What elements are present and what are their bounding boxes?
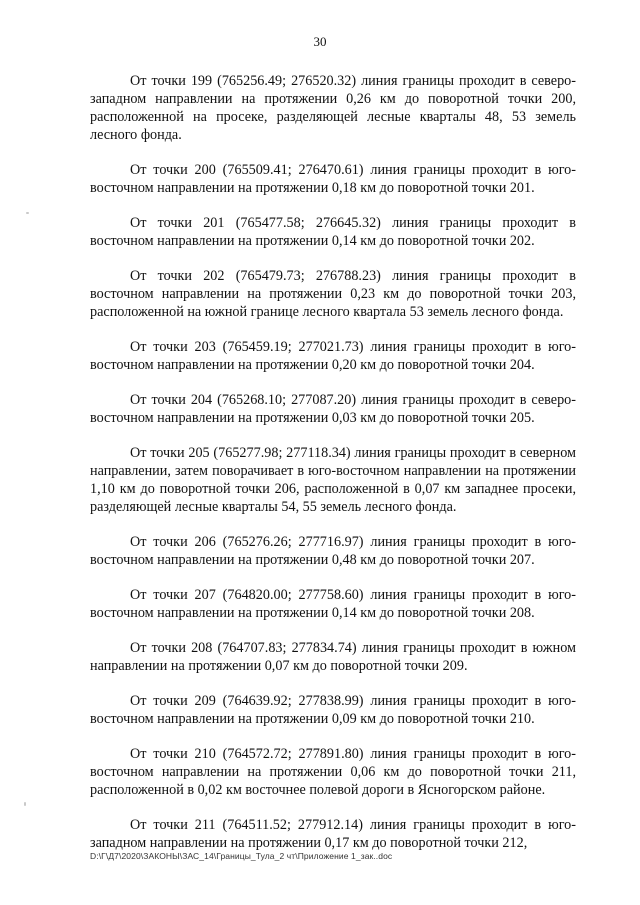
paragraph-point-207: От точки 207 (764820.00; 277758.60) линия границы проходит в юго-восточном направлении на протяжении 0,14 км до поворотной точки 208. [90,587,576,621]
paragraph-point-211: От точки 211 (764511.52; 277912.14) линия границы проходит в юго-западном направлении на протяжении 0,17 км до поворотной точки 212, [90,817,576,851]
paragraph-point-210: От точки 210 (764572.72; 277891.80) линия границы проходит в юго-восточном направлении на протяжении 0,06 км до поворотной точки 211, расположенной в 0,02 км восточнее полевой дороги в Ясногорском районе. [90,746,576,798]
paragraph-point-203: От точки 203 (765459.19; 277021.73) линия границы проходит в юго-восточном направлении на протяжении 0,20 км до поворотной точки 204. [90,339,576,373]
page-number: 30 [313,34,327,49]
paragraph-point-199: От точки 199 (765256.49; 276520.32) линия границы проходит в северо-западном направлении на протяжении 0,26 км до поворотной точки 200, расположенной на просеке, разделяющей лесные кварталы 48, 53 земель лесного фонда. [90,73,576,143]
scan-speck-bottom-left [24,802,26,806]
paragraph-point-208: От точки 208 (764707.83; 277834.74) линия границы проходит в южном направлении на протяжении 0,07 км до поворотной точки 209. [90,640,576,674]
paragraph-point-200: От точки 200 (765509.41; 276470.61) линия границы проходит в юго-восточном направлении на протяжении 0,18 км до поворотной точки 201. [90,162,576,196]
paragraph-point-205: От точки 205 (765277.98; 277118.34) линия границы проходит в северном направлении, затем поворачивает в юго-восточном направлении на протяжении 1,10 км до поворотной точки 206, расположенной в 0,07 км западнее просеки, разделяющей лесные кварталы 54, 55 земель лесного фонда. [90,445,576,515]
paragraph-point-202: От точки 202 (765479.73; 276788.23) линия границы проходит в восточном направлении на протяжении 0,23 км до поворотной точки 203, расположенной на южной границе лесного квартала 53 земель лесного фонда. [90,268,576,320]
document-body [90,72,576,869]
document-file-path: D:\Г\Д7\2020\ЗАКОНЫ\ЗАС_14\Границы_Тула_2 чт\Приложение 1_зак..doc [90,851,393,861]
paragraph-point-209: От точки 209 (764639.92; 277838.99) линия границы проходит в юго-восточном направлении на протяжении 0,09 км до поворотной точки 210. [90,693,576,727]
paragraph-point-206: От точки 206 (765276.26; 277716.97) линия границы проходит в юго-восточном направлении на протяжении 0,48 км до поворотной точки 207. [90,534,576,568]
paragraph-point-201: От точки 201 (765477.58; 276645.32) линия границы проходит в восточном направлении на протяжении 0,14 км до поворотной точки 202. [90,215,576,249]
paragraph-point-204: От точки 204 (765268.10; 277087.20) линия границы проходит в северо-восточном направлении на протяжении 0,03 км до поворотной точки 205. [90,392,576,426]
scan-speck-left [26,212,29,214]
